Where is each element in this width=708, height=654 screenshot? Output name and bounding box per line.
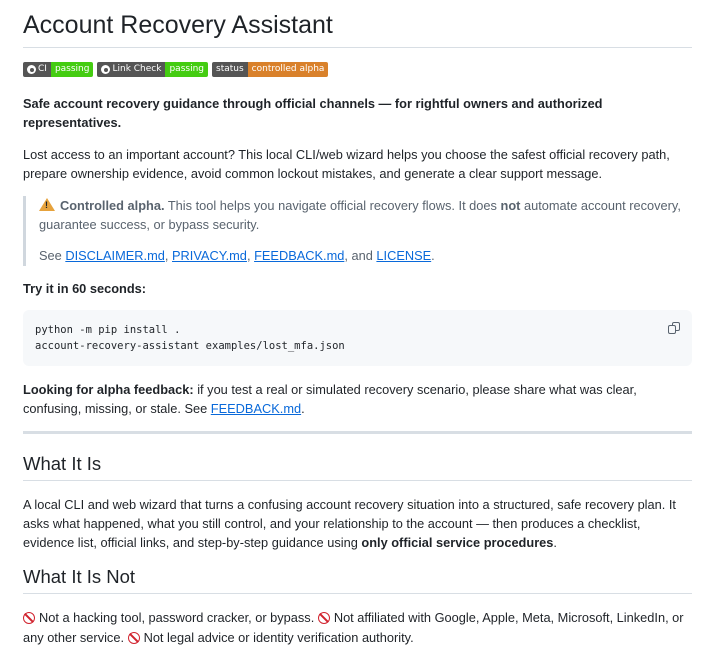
tagline: Safe account recovery guidance through official channels — for rightful owners and authorized representatives. (23, 96, 603, 131)
code-line: python -m pip install . (35, 323, 181, 336)
status-badge[interactable]: status controlled alpha (212, 62, 328, 77)
intro-paragraph: Lost access to an important account? This local CLI/web wizard helps you choose the safest official recovery path, prepare ownership evidence, avoid common lockout mistakes, and generate a clear support message. (23, 146, 670, 181)
prohibited-icon (23, 612, 35, 624)
divider (23, 431, 692, 434)
github-icon (101, 65, 110, 74)
page-title: Account Recovery Assistant (23, 0, 692, 48)
copy-icon[interactable] (668, 322, 680, 334)
github-icon (27, 65, 36, 74)
license-link[interactable]: LICENSE (376, 248, 432, 264)
code-block[interactable] (23, 310, 692, 367)
feedback-md-link[interactable]: FEEDBACK.md (210, 401, 302, 417)
privacy-link[interactable]: PRIVACY.md (172, 248, 247, 264)
disclaimer-link[interactable]: DISCLAIMER.md (65, 248, 165, 264)
what-it-is-not-heading: What It Is Not (23, 565, 692, 594)
try-heading: Try it in 60 seconds: (23, 280, 147, 296)
warning-icon (39, 198, 55, 211)
what-it-is-not-list: Not a hacking tool, password cracker, or bypass. Not affiliated with Google, Apple, Meta, Microsoft, LinkedIn, or any other service. Not legal advice or identity verification authority. (23, 610, 684, 645)
link-check-badge[interactable]: Link Check passing (97, 62, 208, 77)
badge-row (23, 62, 692, 78)
prohibited-icon (318, 612, 330, 624)
feedback-paragraph: Looking for alpha feedback: if you test a real or simulated recovery scenario, please share what was clear, confusing, missing, or stale. See FEEDBACK.md. (23, 382, 637, 417)
ci-badge[interactable]: CI passing (23, 62, 93, 77)
feedback-link[interactable]: FEEDBACK.md (254, 248, 345, 264)
what-it-is-heading: What It Is (23, 452, 692, 481)
what-it-is-paragraph: A local CLI and web wizard that turns a confusing account recovery situation into a structured, safe recovery plan. It asks what happened, what you still control, and your relationship to the account — then produces a checklist, evidence list, official links, and step-by-step guidance using only official service procedures. (23, 496, 676, 551)
alpha-notice: !Controlled alpha. This tool helps you navigate official recovery flows. It does not automate account recovery, guarantee success, or bypass security. See DISCLAIMER.md, PRIVACY.md, FEEDBACK.md, and LICENSE. (23, 196, 692, 266)
prohibited-icon (128, 632, 140, 644)
code-line: account-recovery-assistant examples/lost_mfa.json (35, 340, 345, 353)
